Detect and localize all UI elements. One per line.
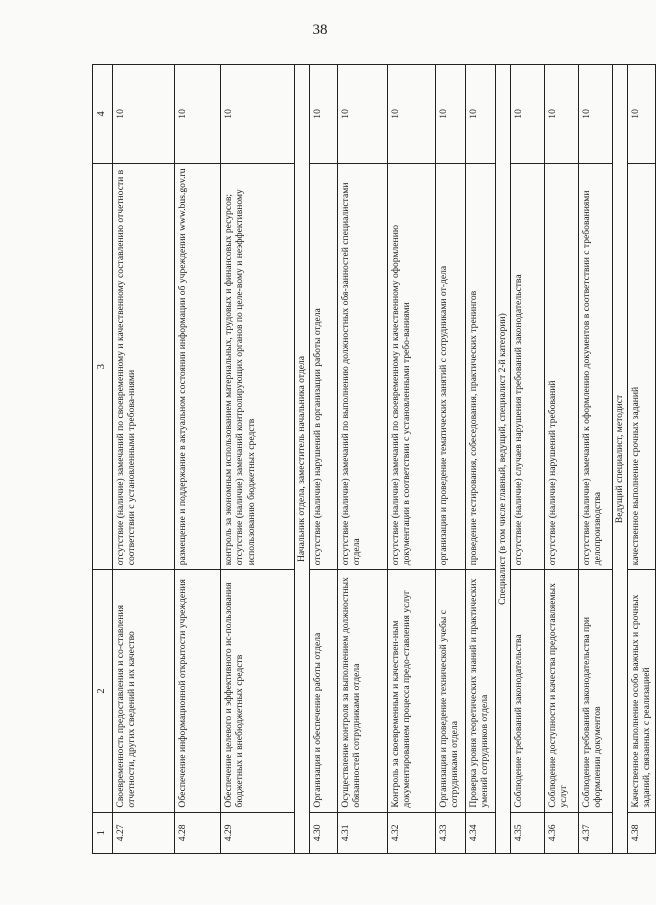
row-number: 4.31 [338, 812, 388, 853]
row-number: 4.38 [628, 812, 656, 853]
criteria-text: организация и проведение тематических занятий с сотрудниками от-дела [436, 163, 466, 569]
criteria-text: отсутствие (наличие) случаев нарушения требований законодательства [511, 163, 545, 569]
row-number: 4.27 [113, 812, 175, 853]
score-value: 10 [338, 65, 388, 164]
row-number: 4.30 [310, 812, 338, 853]
table-row [628, 65, 656, 854]
row-number: 4.29 [221, 812, 295, 853]
header-col-2: 2 [93, 570, 113, 812]
table-row [579, 65, 613, 854]
criteria-text: размещение и поддержание в актуальном состоянии информации об учреждении www.bus.gov.ru [175, 163, 221, 569]
indicator-name: Соблюдение требований законодательства [511, 570, 545, 812]
header-col-1: 1 [93, 812, 113, 853]
score-value: 10 [466, 65, 496, 164]
row-number: 4.33 [436, 812, 466, 853]
row-number: 4.34 [466, 812, 496, 853]
header-col-4: 4 [93, 65, 113, 164]
score-value: 10 [310, 65, 338, 164]
criteria-text: отсутствие (наличие) замечаний по выполнению должностных обя-занностей специалистами отдела [338, 163, 388, 569]
score-value: 10 [579, 65, 613, 164]
section-heading: Специалист (в том числе главный, ведущий, специалист 2-й категории) [496, 65, 511, 854]
section-row [613, 65, 628, 854]
table-row [310, 65, 338, 854]
score-value: 10 [436, 65, 466, 164]
table-row [466, 65, 496, 854]
row-number: 4.37 [579, 812, 613, 853]
page-number: 38 [312, 22, 328, 38]
indicator-name: Своевременность предоставления и со-ставления отчетности, других сведений и их качество [113, 570, 175, 812]
indicator-name: Проверка уровня теоретических знаний и практических умений сотрудников отдела [466, 570, 496, 812]
indicator-name: Организация и проведение технической учебы с сотрудниками отдела [436, 570, 466, 812]
table-row [436, 65, 466, 854]
table-row [221, 65, 295, 854]
indicator-name: Организация и обеспечение работы отдела [310, 570, 338, 812]
row-number: 4.28 [175, 812, 221, 853]
criteria-table [92, 64, 656, 854]
table-row [388, 65, 436, 854]
header-col-3: 3 [93, 163, 113, 569]
score-value: 10 [545, 65, 579, 164]
criteria-text: отсутствие (наличие) нарушений требований [545, 163, 579, 569]
row-number: 4.36 [545, 812, 579, 853]
indicator-name: Соблюдение доступности и качества предоставляемых услуг [545, 570, 579, 812]
indicator-name: Качественное выполнение особо важных и срочных заданий, связанных с реализацией [628, 570, 656, 812]
indicator-name: Осуществление контроля за выполнением должностных обязанностей сотрудниками отдела [338, 570, 388, 812]
section-heading: Начальник отдела, заместитель начальника отдела [295, 65, 310, 854]
score-value: 10 [628, 65, 656, 164]
table-row [175, 65, 221, 854]
table-row [511, 65, 545, 854]
criteria-text: проведение тестирования, собеседования, практических тренингов [466, 163, 496, 569]
score-value: 10 [221, 65, 295, 164]
criteria-text: контроль за экономным использованием материальных, трудовых и финансовых ресурсов; отсутствие (наличие) замечаний контролирующих органов по целе-вому и неэффективному использованию бюджетных средств [221, 163, 295, 569]
score-value: 10 [388, 65, 436, 164]
score-value: 10 [113, 65, 175, 164]
score-value: 10 [511, 65, 545, 164]
table-header-row [93, 65, 113, 854]
row-number: 4.35 [511, 812, 545, 853]
indicator-name: Соблюдение требований законодательства при оформлении документов [579, 570, 613, 812]
section-row [295, 65, 310, 854]
table-row [113, 65, 175, 854]
criteria-text: отсутствие (наличие) нарушений в организации работы отдела [310, 163, 338, 569]
criteria-text: отсутствие (наличие) замечаний по своевременному и качественному составлению отчетности в соответствии с установленными требова-ниями [113, 163, 175, 569]
indicator-name: Контроль за своевременным и качествен-ным документированием процесса предо-ставления услуг [388, 570, 436, 812]
indicator-name: Обеспечение целевого и эффективного ис-пользования бюджетных и внебюджетных средств [221, 570, 295, 812]
row-number: 4.32 [388, 812, 436, 853]
rotated-table-container [92, 64, 653, 854]
score-value: 10 [175, 65, 221, 164]
table-row [545, 65, 579, 854]
criteria-text: качественное выполнение срочных заданий [628, 163, 656, 569]
criteria-text: отсутствие (наличие) замечаний к оформлению документов в соответствии с требованиями делопроизводства [579, 163, 613, 569]
section-heading: Ведущий специалист, методист [613, 65, 628, 854]
criteria-text: отсутствие (наличие) замечаний по своевременному и качественному оформлению документации в соответствии с установленными требо-ваниями [388, 163, 436, 569]
table-row [338, 65, 388, 854]
section-row [496, 65, 511, 854]
indicator-name: Обеспечение информационной открытости учреждения [175, 570, 221, 812]
